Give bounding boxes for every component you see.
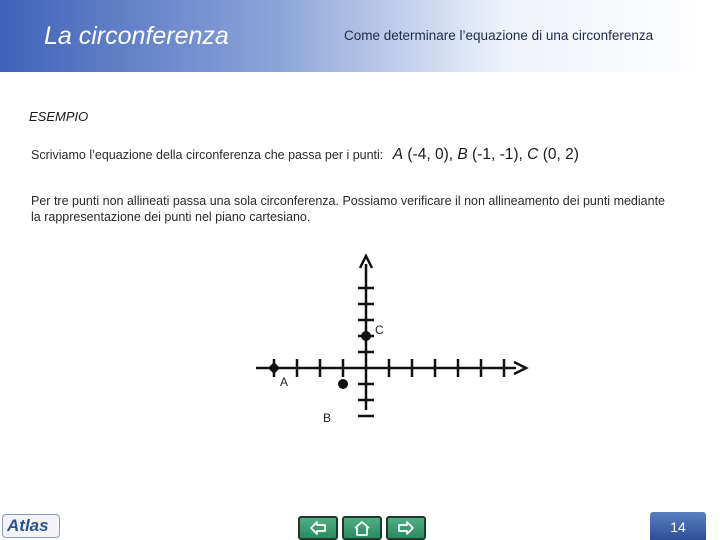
header-title: La circonferenza [44, 22, 229, 50]
page-number-badge [650, 512, 706, 540]
point-c-marker [361, 331, 371, 341]
logo-text: Atlas [7, 516, 49, 535]
page-number: 14 [670, 519, 686, 535]
point-c-coords: (0, 2) [542, 146, 579, 163]
point-a-marker [268, 362, 280, 374]
point-a-name: A [392, 146, 404, 163]
point-c-name: C [527, 146, 539, 163]
header-subtitle: Come determinare l’equazione di una circonferenza [344, 28, 654, 43]
point-c-label: C [375, 323, 384, 337]
home-button[interactable] [342, 516, 382, 540]
point-b-label: B [323, 411, 332, 425]
arrow-left-icon [309, 520, 327, 536]
atlas-logo [2, 514, 60, 538]
home-icon [353, 520, 371, 536]
section-label: ESEMPIO [29, 109, 89, 124]
back-button[interactable] [298, 516, 338, 540]
intro-text: Scriviamo l’equazione della circonferenza che passa per i punti: [31, 148, 384, 162]
point-b-marker [338, 379, 348, 389]
point-b-name: B [457, 146, 468, 163]
point-a-label: A [280, 375, 289, 389]
point-b-coords: (-1, -1) [472, 146, 519, 163]
point-a-coords: (-4, 0) [407, 146, 449, 163]
arrow-right-icon [397, 520, 415, 536]
forward-button[interactable] [386, 516, 426, 540]
explanation-paragraph: Per tre punti non allineati passa una sola circonferenza. Possiamo verificare il non allineamento dei punti mediante la rappresentazione dei punti nel piano cartesiano. [31, 194, 665, 224]
points-list: A (-4, 0), B (-1, -1), C (0, 2) [392, 146, 579, 163]
